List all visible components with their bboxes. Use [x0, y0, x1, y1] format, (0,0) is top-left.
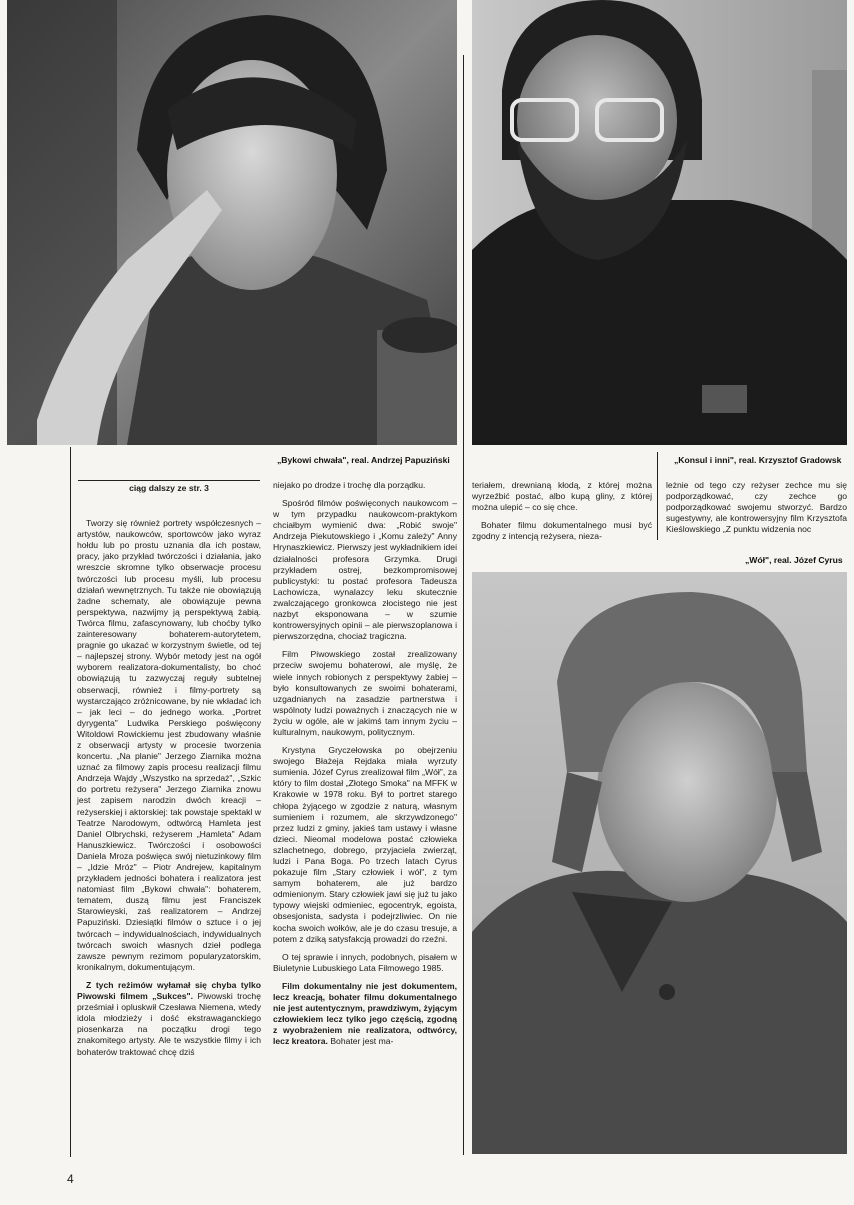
column-1: [77, 483, 261, 1065]
paragraph-text: Piwowski trochę prześmiał i opluskwił Czesława Niemena, wtedy idola młodzieży i dość ekstrawaganckiego piosenkarza na początku drogi tego znakomitego artysty. Ale te wszystkie filmy i ich bohaterów traktować chcę dziś: [77, 991, 261, 1057]
paragraph: O tej sprawie i innych, podobnych, pisałem w Biuletynie Lubuskiego Lata Filmowego 1985.: [273, 951, 457, 973]
column-3: [472, 480, 652, 549]
paragraph-text: Bohater jest ma-: [327, 1036, 394, 1047]
paragraph: leżnie od tego czy reżyser zechce mu się podporządkować, czy zechce go podporządkować swojemu stworzyć. Bardzo sugestywny, ale kontrowersyjny film Krzysztofa Kieślowskiego „Z punktu widzenia noc: [666, 480, 847, 535]
paragraph-bold: Film dokumentalny nie jest dokumentem, lecz kreacją, bohater filmu dokumentalnego nie jest autentycznym, prawdziwym, żyjącym człowiekiem lecz tylko jego częścią, zgodną z wyobrażeniem nie realizatora, odtwórcy, lecz kreatora.: [273, 980, 457, 1047]
photo-bearded-man: [472, 0, 847, 445]
caption-konsul-i-inni: „Konsul i inni", real. Krzysztof Gradowsk: [674, 455, 842, 465]
continued-note: ciąg dalszy ze str. 3: [129, 483, 209, 493]
paragraph-bold: Z tych reżimów wyłamał się chyba tylko Piwowski filmem „Sukces".: [77, 979, 261, 1002]
page-number: 4: [67, 1172, 74, 1186]
column-rule-3: [657, 452, 658, 540]
paragraph: niejako po drodze i trochę dla porządku.: [273, 480, 426, 490]
paragraph: Film Piwowskiego został zrealizowany przeciw swojemu bohaterowi, ale myślę, że wiele innych robionych z perspektywy żabiej – było konsultowanych ze swoimi bohaterami, uzgadnianych na zasadzie partnerstwa i wspólnoty ludzi poważnych i znaczących nie w życiu w ogóle, ale w jakimś tam innym życiu – kulturalnym, naukowym, politycznym.: [273, 649, 457, 737]
continued-rule: [78, 480, 260, 481]
photo-young-man: [7, 0, 457, 445]
paragraph: [77, 980, 261, 1058]
paragraph: Krystyna Gryczełowska po obejrzeniu swojego Błażeja Rejdaka miała wyrzuty sumienia. Józef Cyrus zrealizował film „Wół", za który to film dostał „Złotego Smoka" na MFFK w Krakowie w 1978 roku. Był to portret starego chłopa żyjącego w zgodzie z naturą, własnym sumieniem i rozumem, ale skrzywdzonego" przez ludzi z gminy, jakieś tam ustawy i własne dzieci. Nieomal modelowa postać człowieka szlachetnego, dobrego, przyjaciela zwierząt, ludzi i Pana Boga. Po trzech latach Cyrus pokazuje film „Stary człowiek i wół", z tym samym bohaterem, ale już bardzo odmienionym. Stary człowiek jawi się już tu jako typowy wiejski odmieniec, egocentryk, egoista, obsesjonista, sadysta i podejrzliwiec. On nie kocha swoich wołków, ale je do czasu tresuje, a potem z dziką satysfakcją prowadzi do rzeźni.: [273, 745, 457, 944]
column-2: [273, 480, 457, 1055]
caption-wol: „Wół", real. Józef Cyrus: [745, 555, 843, 565]
paragraph: Bohater filmu dokumentalnego musi być zgodny z intencją reżysera, nieza-: [472, 520, 652, 542]
paragraph: Spośród filmów poświęconych naukowcom – w tym przypadku naukowcom-praktykom chciałbym wymienić dwa: „Robić swoje" Andrzeja Piekutowskiego i „Komu zależy" Anny Hrynaszkiewicz. Pierwszy jest wykładnikiem idei działalności profesora Grzymka. Drugi przykładem ostrej, bezkompromisowej publicystyki: tu postać profesora Tadeusza Lachowicza, wynalazcy leku skutecznie zwalczającego gronkowca złocistego nie jest nazbyt eksponowana – w szumie kontrowersyjnych opinii – ale pierwszoplanowa i pierwszorzędna, chociaż tragiczna.: [273, 498, 457, 642]
paragraph: Tworzy się również portrety współczesnych – artystów, naukowców, sportowców jako wyraz hołdu lub po prostu uznania dla ich postaw, pracy, jako przykład twórczości i działania, jako wreszcie skromne tylko obserwacje procesu twórczości lub procesu myśli, lub procesu działań wewnętrznych. Tu także nie obowiązują żadne schematy, ale obowiązuje pewna perspektywa, nazwijmy ją perspektywą żabią. Twórca filmu, zafascynowany, lub choćby tylko zainteresowany bohaterem-autorytetem, pragnie go ukazać w korzystnym świetle, od tej – najlepszej strony. Wybór metody jest na ogół wyborem realizatora-dokumentalisty, bo choć obowiązują tu zazwyczaj reguły subtelnej obserwacji, również i filmy-portrety są wystarczająco zróżnicowane, by nie wkładać ich – jak leci – do jednego worka. „Portret dyrygenta" Ludwika Perskiego poświęcony Witoldowi Rowickiemu jest zbudowany właśnie z obserwacji artysty w procesie tworzenia koncertu. „Na planie" Jerzego Ziarnika można uznać za filmowy zapis procesu realizacji filmu Andrzeja Wajdy „Wszystko na sprzedaż", „Szkic do portretu reżysera" Jerzego Ziarnika znowu jest zapisem narodzin dwóch kreacji – reżyserskiej i aktorskiej: tak powstaje spektakl w Teatrze Narodowym, odtwórcą Hamleta jest Daniel Olbrychski, reżyserem „Hamleta" Adam Hanuszkiewicz. Twórczości i osobowości Daniela Mroza poświęca swój nietuzinkowy film – „Idzie Mróz" – Piotr Andrejew, kapitalnym przykładem jedności bohatera i realizatora jest natomiast film „Bykowi chwała": bohaterem, tematem, duszą filmu jest Franciszek Starowieyski, zaś realizatorem – Andrzej Papuziński. Dziesiątki filmów o sztuce i o jej twórcach – indywidualnościach, indywidualnych twórcach swoich własnych dzieł podlega zawsze pewnym rezimom popularyzatorskim, kronikalnym, dokumentującym.: [77, 518, 261, 972]
column-rule-2: [463, 55, 464, 1155]
paragraph: teriałem, drewnianą kłodą, z której można wyrzeźbić postać, albo kupą gliny, z której można ulepić – co się chce.: [472, 480, 652, 513]
photo-old-man: [472, 572, 847, 1154]
column-rule-1: [70, 447, 71, 1157]
caption-bykowi-chwala: „Bykowi chwała", real. Andrzej Papuziński: [277, 455, 450, 465]
paragraph: [273, 981, 457, 1048]
column-4: [666, 480, 847, 542]
